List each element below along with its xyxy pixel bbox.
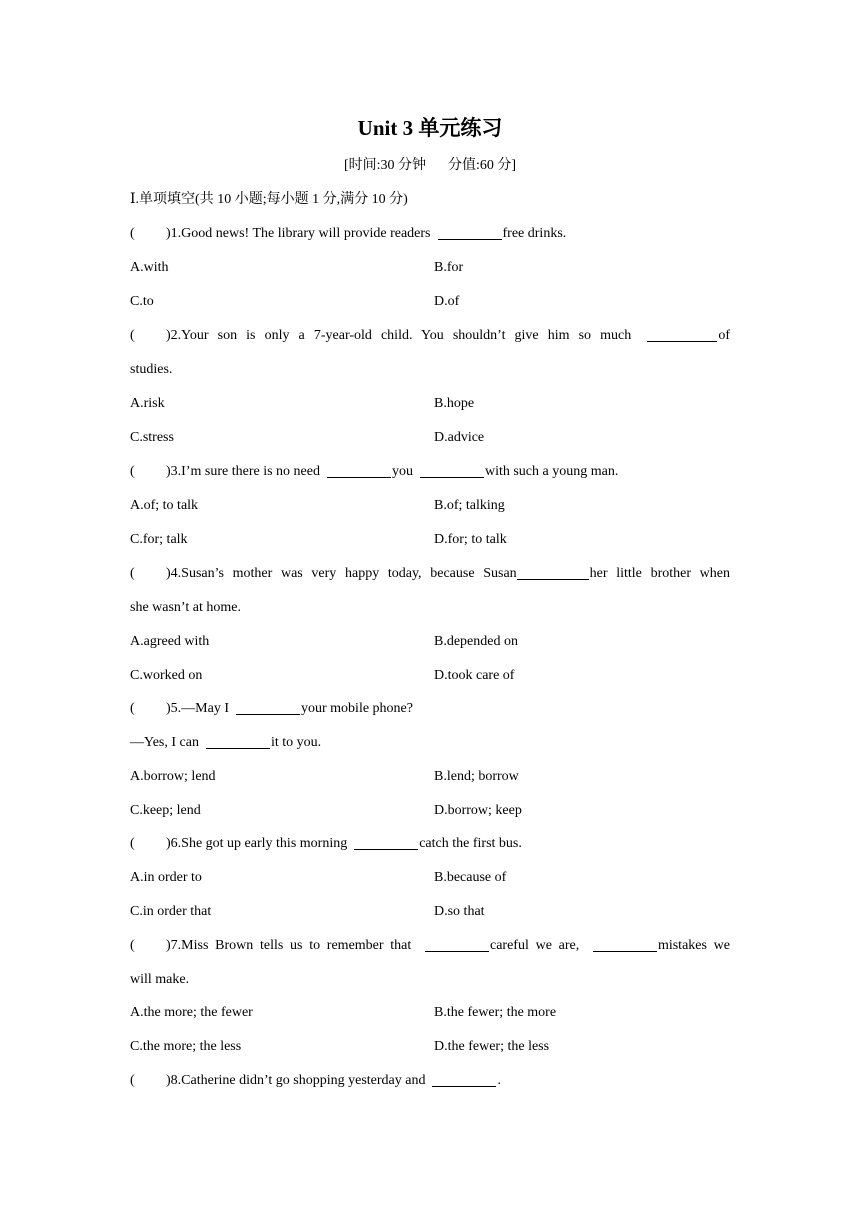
option: B.the fewer; the more [434, 1005, 557, 1020]
question-7-continued: will make. [130, 972, 190, 987]
option: C.for; talk [130, 532, 188, 547]
option: D.for; to talk [434, 532, 507, 547]
answer-blank [432, 1072, 496, 1087]
page-title: Unit 3 单元练习 [357, 116, 503, 140]
answer-blank [425, 937, 489, 952]
question-2-continued: studies. [130, 362, 173, 377]
option: B.lend; borrow [434, 769, 519, 784]
option: A.with [130, 260, 169, 275]
option: B.because of [434, 870, 507, 885]
option: C.in order that [130, 904, 212, 919]
option: A.agreed with [130, 634, 210, 649]
option: B.of; talking [434, 498, 505, 513]
answer-blank [593, 937, 657, 952]
answer-blank [647, 327, 717, 342]
option: D.of [434, 294, 460, 309]
option: C.keep; lend [130, 803, 201, 818]
option: A.of; to talk [130, 498, 199, 513]
time-limit: [时间:30 分钟 [343, 158, 426, 173]
question-1: ( )1.Good news! The library will provide readers free drinks. [130, 226, 567, 241]
answer-blank [236, 700, 300, 715]
option: D.advice [434, 430, 485, 445]
option: D.took care of [434, 668, 515, 683]
option: D.the fewer; the less [434, 1039, 550, 1054]
exam-meta [0, 156, 860, 176]
option: D.so that [434, 904, 485, 919]
question-2: ( )2.Your son is only a 7-year-old child. You shouldn’t give him so much of [130, 328, 730, 343]
answer-blank [517, 565, 589, 580]
answer-blank [420, 463, 484, 478]
option: B.depended on [434, 634, 518, 649]
section-heading: Ⅰ.单项填空(共 10 小题;每小题 1 分,满分 10 分) [130, 192, 408, 207]
question-3: ( )3.I’m sure there is no need you with such a young man. [130, 464, 619, 479]
question-5-reply: —Yes, I can it to you. [130, 735, 322, 750]
option: A.borrow; lend [130, 769, 216, 784]
option: A.the more; the fewer [130, 1005, 253, 1020]
answer-blank [438, 225, 502, 240]
option: C.worked on [130, 668, 203, 683]
answer-blank [327, 463, 391, 478]
option: A.in order to [130, 870, 202, 885]
question-4: ( )4.Susan’s mother was very happy today, because Susan her little brother when [130, 566, 730, 581]
score-total: 分值:60 分] [448, 158, 517, 173]
option: B.for [434, 260, 464, 275]
option: C.stress [130, 430, 174, 445]
option: D.borrow; keep [434, 803, 522, 818]
option: B.hope [434, 396, 475, 411]
question-5: ( )5.—May I your mobile phone? [130, 701, 413, 716]
option: C.the more; the less [130, 1039, 242, 1054]
question-6: ( )6.She got up early this morning catch the first bus. [130, 836, 522, 851]
option: A.risk [130, 396, 165, 411]
option: C.to [130, 294, 154, 309]
answer-blank [354, 835, 418, 850]
question-8: ( )8.Catherine didn’t go shopping yesterday and . [130, 1073, 501, 1088]
question-4-continued: she wasn’t at home. [130, 600, 241, 615]
answer-blank [206, 734, 270, 749]
question-7: ( )7.Miss Brown tells us to remember that careful we are, mistakes we [130, 938, 730, 953]
